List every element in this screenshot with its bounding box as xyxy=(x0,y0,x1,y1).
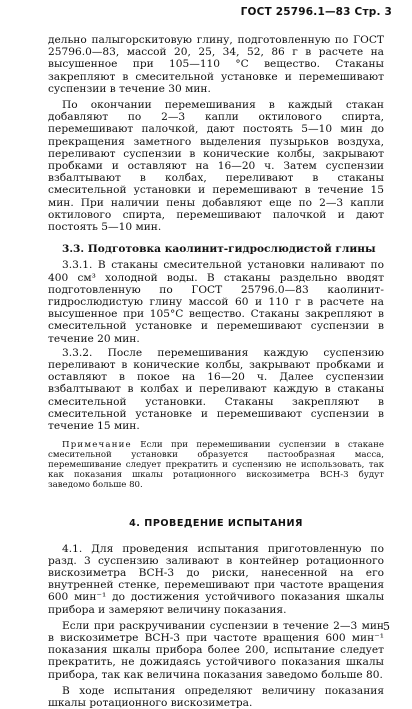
paragraph-continuation: дельно палыгорскитовую глину, подготовленную по ГОСТ 25796.0—83, массой 20, 25, 34, 52, 86 г в расчете на высушенное при 105—110 °С вещество. Стаканы закрепляют в смесительной установке и перемешивают суспензии в течение 30 мин. xyxy=(48,34,384,95)
page-number: 5 xyxy=(383,620,390,633)
section-heading: 4. ПРОВЕДЕНИЕ ИСПЫТАНИЯ xyxy=(129,518,303,530)
paragraph-viscometer: Если при раскручивании суспензии в течение 2—3 мин в вискозиметре ВСН-3 при частоте вращения 600 мин⁻¹ показания шкалы прибора более 200, испытание следует прекратить, не дожидаясь устойчивого показания шкалы прибора, так как величина показания заведомо больше 80. xyxy=(48,619,384,681)
note-text: Если при перемешивании суспензии в стакане смесительной установки образуется пастообразная масса, перемешивание следует прекратить и суспензию не использовать, так как показания шкалы ротационного вискозиметра ВСН-3 будут заведомо больше 80. xyxy=(48,440,384,491)
running-header: ГОСТ 25796.1—83 Стр. 3 xyxy=(240,6,392,18)
page-body xyxy=(48,34,384,709)
paragraph-final: В ходе испытания определяют величину показания шкалы ротационного вискозиметра. xyxy=(48,684,384,709)
paragraph-3-3-2: 3.3.2. После перемешивания каждую суспензию переливают в конические колбы, закрывают пробками и оставляют в покое на 16—20 ч. Далее суспензии взбалтывают в колбах и переливают каждую в стаканы смесительной установки. Стаканы закрепляют в смесительной установке и перемешивают суспензии в течение 15 мин. xyxy=(48,346,384,433)
note-label: Примечание xyxy=(62,440,132,451)
paragraph-3-3-1: 3.3.1. В стаканы смесительной установки наливают по 400 см³ холодной воды. В стаканы раздельно вводят подготовленную по ГОСТ 25796.0—83 каолинит-гидрослюдистую глину массой 60 и 110 г в расчете на высушенное при 105°С вещество. Стаканы закрепляют в смесительной установке и перемешивают суспензии в течение 20 мин. xyxy=(48,259,384,345)
note xyxy=(48,440,384,490)
paragraph-mixing: По окончании перемешивания в каждый стакан добавляют по 2—3 капли октилового спирта, перемешивают палочкой, дают постоять 5—10 мин до прекращения заметного выделения пузырьков воздуха, переливают суспензии в конические колбы, закрывают пробками и оставляют на 16—20 ч. Затем суспензии взбалтывают в колбах, переливают в стаканы смесительной установки и перемешивают в течение 15 мин. При наличии пены добавляют еще по 2—3 капли октилового спирта, перемешивают палочкой и дают постоять 5—10 мин. xyxy=(48,99,384,234)
paragraph-4-1: 4.1. Для проведения испытания приготовленную по разд. 3 суспензию заливают в контейнер ротационного вискозиметра ВСН-3 до риски, нанесенной на его внутренней стенке, перемешивают при частоте вращения 600 мин⁻¹ до достижения устойчивого показания шкалы прибора и замеряют величину показания. xyxy=(48,542,384,616)
subsection-heading: 3.3. Подготовка каолинит-гидрослюдистой глины xyxy=(62,243,376,256)
